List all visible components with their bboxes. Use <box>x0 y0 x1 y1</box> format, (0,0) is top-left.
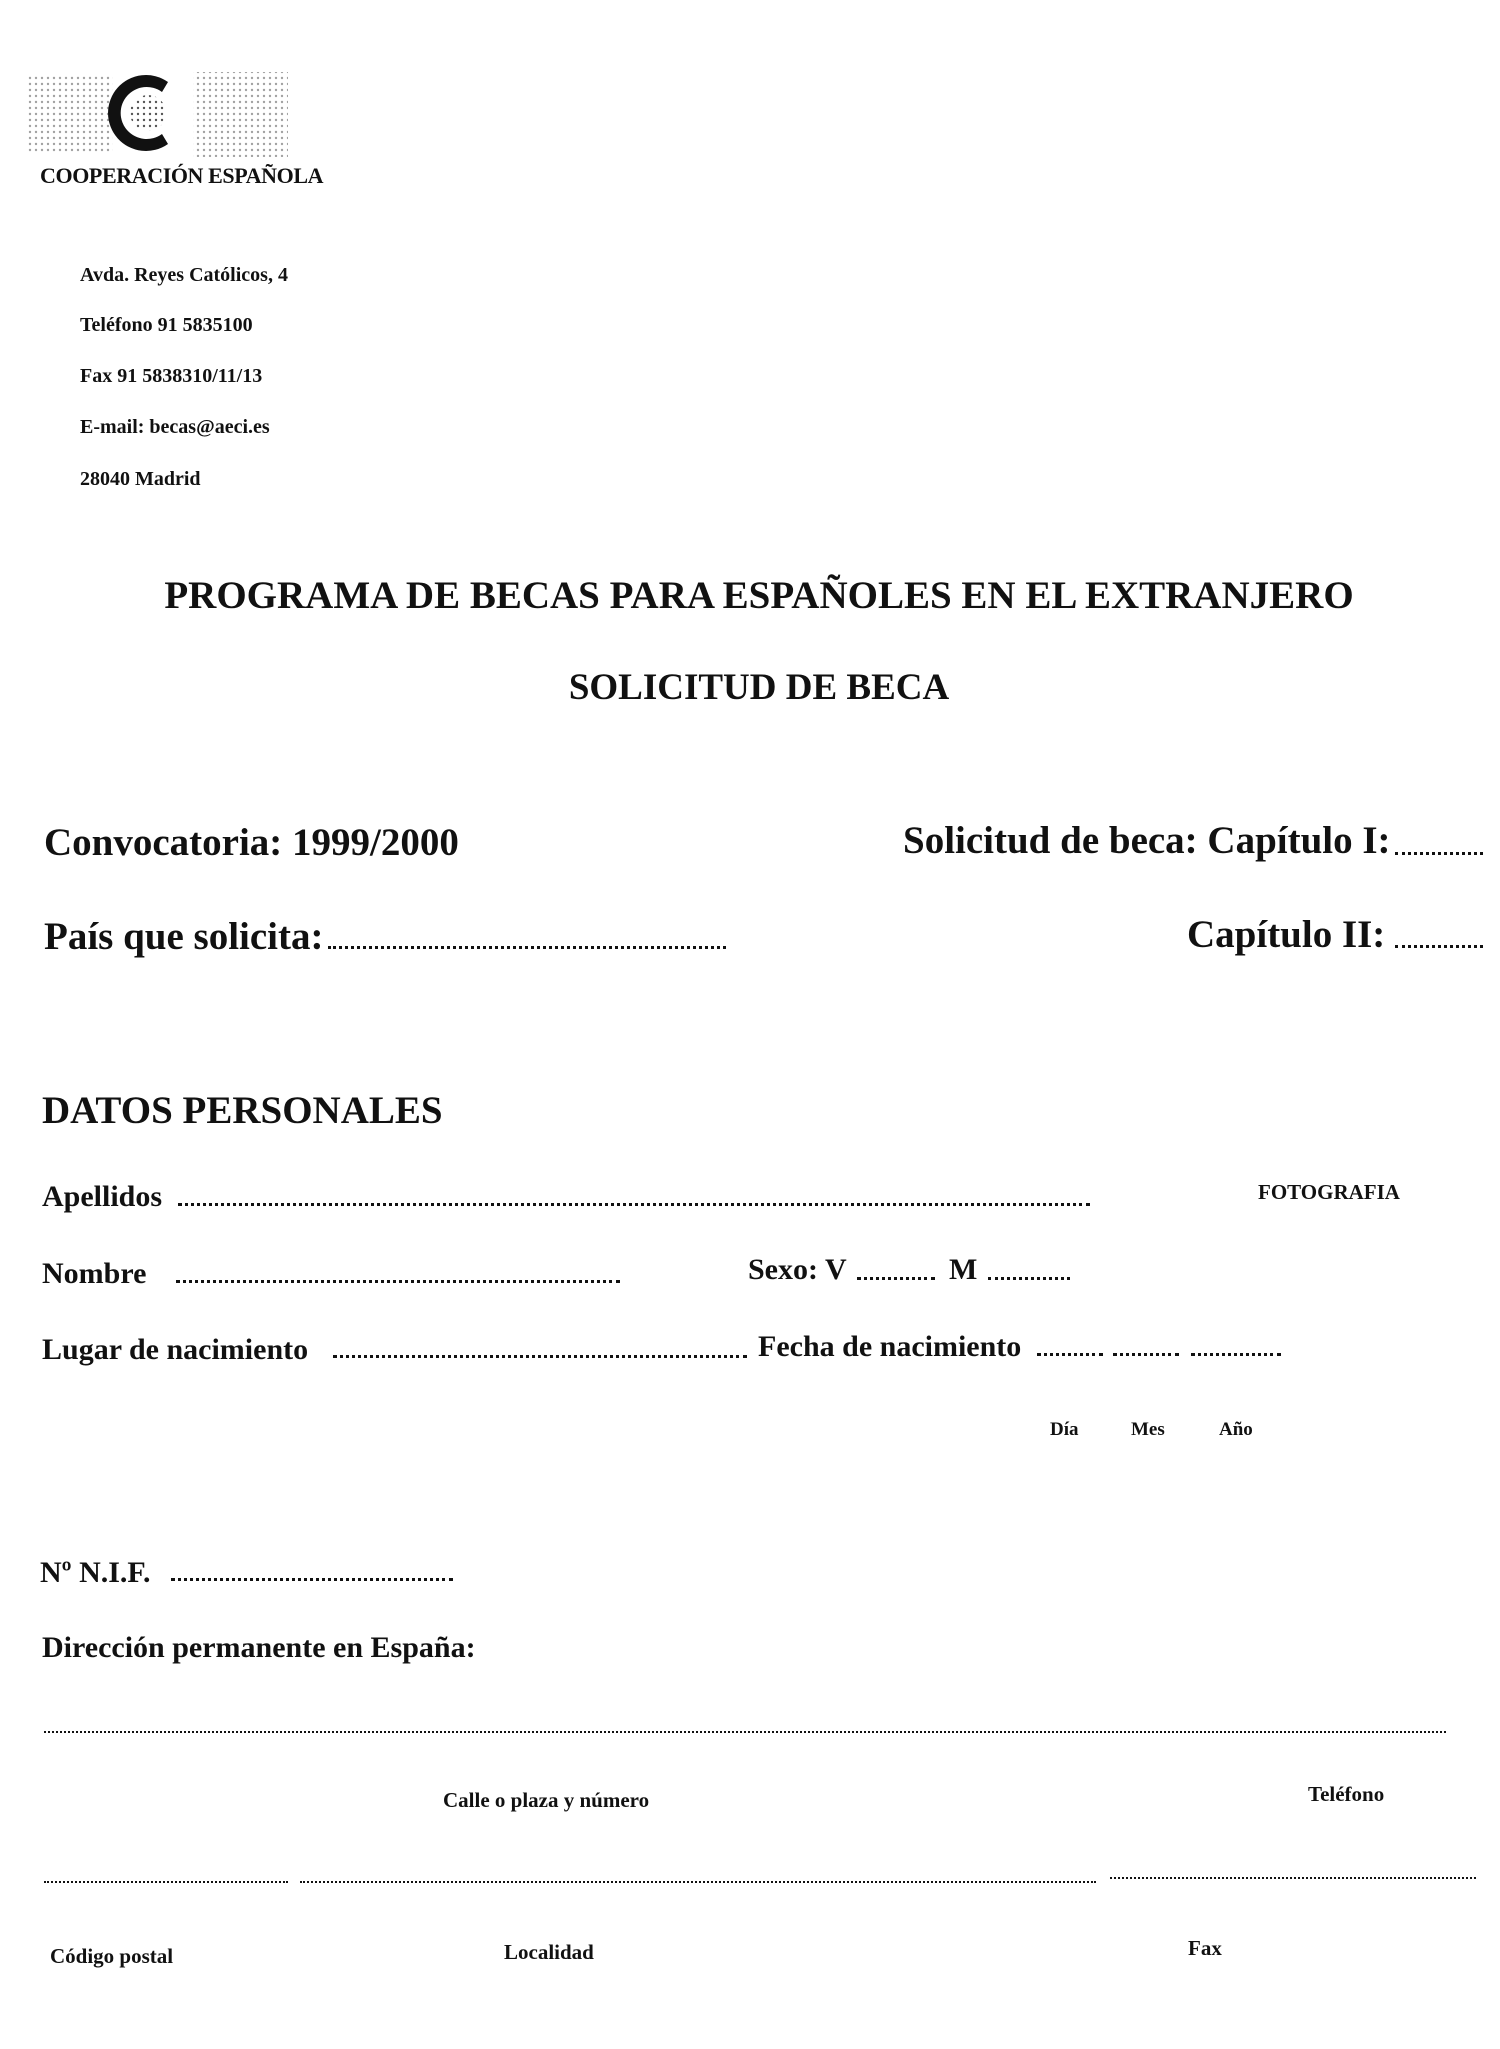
direccion-label: Dirección permanente en España: <box>42 1631 476 1664</box>
sexo-m-label: M <box>949 1253 978 1286</box>
telefono-label: Teléfono <box>1308 1782 1385 1806</box>
direccion-calle-field[interactable] <box>44 1731 1446 1733</box>
fotografia-label: FOTOGRAFIA <box>1258 1180 1400 1204</box>
fax-field[interactable] <box>1110 1877 1476 1879</box>
fecha-dia-field[interactable] <box>1037 1353 1103 1356</box>
sexo-m-field[interactable] <box>988 1277 1070 1280</box>
lugar-nacimiento-label: Lugar de nacimiento <box>42 1333 309 1366</box>
apellidos-field[interactable] <box>178 1203 1090 1206</box>
nombre-label: Nombre <box>42 1257 147 1290</box>
fecha-nacimiento-label: Fecha de nacimiento <box>758 1330 1022 1363</box>
logo-text: COOPERACIÓN ESPAÑOLA <box>40 163 324 188</box>
codigo-postal-label: Código postal <box>50 1944 174 1968</box>
datos-personales-heading: DATOS PERSONALES <box>42 1089 443 1132</box>
request-title: SOLICITUD DE BECA <box>568 667 950 708</box>
address-email: E-mail: becas@aeci.es <box>80 416 270 438</box>
cooperacion-logo <box>28 64 324 200</box>
pais-label: País que solicita: <box>44 915 324 958</box>
mes-label: Mes <box>1131 1419 1165 1440</box>
address-phone: Teléfono 91 5835100 <box>80 314 253 336</box>
codigo-postal-field[interactable] <box>44 1881 288 1883</box>
nif-field[interactable] <box>171 1578 453 1581</box>
chapter2-label: Capítulo II: <box>1187 913 1386 956</box>
address-fax: Fax 91 5838310/11/13 <box>80 365 263 387</box>
sexo-v-field[interactable] <box>857 1277 935 1280</box>
dia-label: Día <box>1050 1419 1079 1440</box>
address-city: 28040 Madrid <box>80 468 201 490</box>
localidad-label: Localidad <box>504 1940 594 1964</box>
convocatoria-label: Convocatoria: 1999/2000 <box>44 821 459 864</box>
nombre-field[interactable] <box>176 1280 620 1283</box>
localidad-field[interactable] <box>300 1881 1096 1883</box>
fax-label: Fax <box>1188 1936 1222 1960</box>
sexo-label: Sexo: V <box>748 1253 847 1286</box>
fecha-anio-field[interactable] <box>1191 1353 1281 1356</box>
chapter1-label: Solicitud de beca: Capítulo I: <box>903 819 1391 862</box>
apellidos-label: Apellidos <box>42 1180 163 1213</box>
fecha-mes-field[interactable] <box>1113 1353 1179 1356</box>
address-street: Avda. Reyes Católicos, 4 <box>80 264 288 286</box>
anio-label: Año <box>1219 1419 1253 1440</box>
chapter1-field[interactable] <box>1395 852 1483 855</box>
calle-label: Calle o plaza y número <box>443 1788 650 1812</box>
pais-field[interactable] <box>328 946 726 949</box>
lugar-nacimiento-field[interactable] <box>333 1355 747 1358</box>
chapter2-field[interactable] <box>1395 945 1483 948</box>
program-title: PROGRAMA DE BECAS PARA ESPAÑOLES EN EL EXTRANJERO <box>164 574 1354 617</box>
nif-label: Nº N.I.F. <box>40 1556 151 1589</box>
cooperacion-c-icon <box>28 64 298 164</box>
